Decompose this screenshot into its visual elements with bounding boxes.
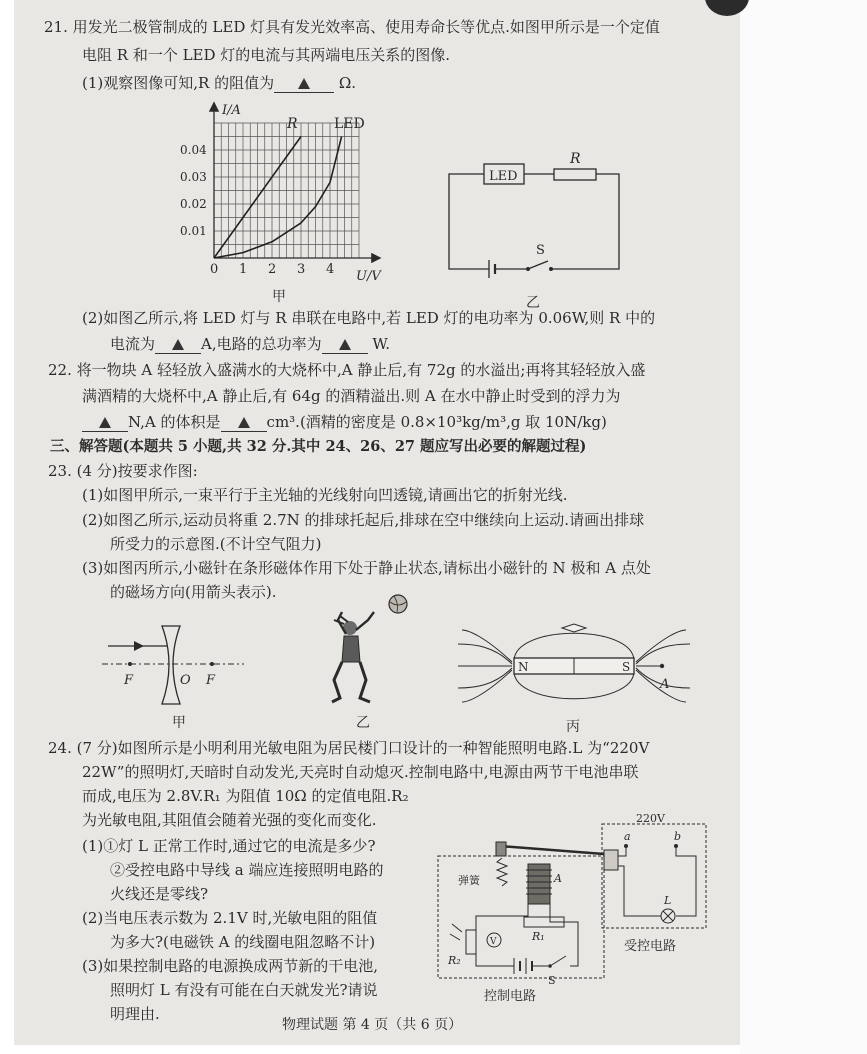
ray-arrow-icon	[134, 641, 144, 651]
q24-line3: 而成,电压为 2.8V.R₁ 为阻值 10Ω 的定值电阻.R₂	[82, 787, 409, 805]
triangle-marker-icon	[238, 417, 250, 428]
switch-s-label-control: S	[548, 974, 556, 987]
x-tick-label: 1	[239, 262, 248, 277]
q24-number: 24.	[48, 739, 72, 757]
optical-center-o: O	[180, 673, 191, 688]
photoresistor-r2	[466, 930, 476, 954]
field-line	[514, 633, 634, 661]
fig23-yi-caption: 乙	[356, 715, 370, 731]
q23-number: 23.	[48, 462, 72, 480]
q24-line4: 为光敏电阻,其阻值会随着光强的变化而变化.	[82, 811, 377, 829]
q24-s1-line3: 火线还是零线?	[110, 885, 209, 903]
magnet-s-label: S	[622, 660, 631, 674]
page-footer: 物理试题 第 4 页（共 6 页）	[282, 1017, 463, 1033]
q23-p3-line1: (3)如图丙所示,小磁针在条形磁体作用下处于静止状态,请标出小磁针的 N 极和 A 点处	[82, 559, 651, 577]
focus-f-left: F	[124, 673, 134, 688]
q24-s3-line1: (3)如果控制电路的电源换成两节新的干电池,	[82, 957, 379, 975]
x-tick-label: 0	[210, 262, 219, 277]
q22-line3-b: cm³.(酒精的密度是 0.8×10³kg/m³,g 取 10N/kg)	[266, 413, 607, 431]
q21-part2-line1: (2)如图乙所示,将 LED 灯与 R 串联在电路中,若 LED 灯的电功率为 0.06W,则 R 中的	[82, 309, 656, 327]
resistor-r-label: R	[570, 151, 581, 167]
led-label: LED	[489, 169, 518, 184]
q24-s3-line2: 照明灯 L 有没有可能在白天就发光?请说	[110, 981, 378, 999]
spring-icon	[497, 858, 507, 886]
switch-s-label: S	[536, 243, 545, 258]
q21-part2-c: W.	[372, 335, 390, 353]
concave-lens-figure	[94, 620, 254, 710]
q23-p2-line2: 所受力的示意图.(不计空气阻力)	[110, 535, 322, 553]
q21-part1-unit: Ω.	[338, 74, 357, 92]
q24-s2-line1: (2)当电压表示数为 2.1V 时,光敏电阻的阻值	[82, 909, 378, 927]
series-label-led: LED	[334, 116, 365, 132]
q23-p2-line1: (2)如图乙所示,运动员将重 2.7N 的排球托起后,排球在空中继续向上运动.请画出排球	[82, 511, 645, 529]
armature-bar	[500, 846, 604, 854]
bar-magnet-figure	[454, 616, 694, 716]
x-tick-label: 2	[268, 262, 277, 277]
q21-part1	[82, 74, 356, 93]
q23-p3-line2: 的磁场方向(用箭头表示).	[110, 583, 277, 601]
y-tick-label: 0.02	[180, 197, 207, 211]
answer-blank	[221, 413, 267, 432]
controlled-circuit-label: 受控电路	[624, 939, 677, 954]
volleyball-player-figure	[304, 590, 434, 715]
q24-s1-line2: ②受控电路中导线 a 端应连接照明电路的	[110, 861, 384, 879]
x-tick-label: 3	[297, 262, 306, 277]
circuit-yi	[434, 144, 634, 294]
q22-number: 22.	[48, 361, 72, 379]
switch-s	[528, 261, 548, 269]
q24-s3-line3: 明理由.	[110, 1005, 160, 1023]
q21-number: 21.	[44, 18, 68, 36]
voltmeter-v: V	[490, 937, 497, 947]
player-legs	[332, 662, 370, 702]
q23-intro-text: (4 分)按要求作图:	[76, 462, 198, 480]
q22-stem: 将一物块 A 轻轻放入盛满水的大烧杯中,A 静止后,有 72g 的水溢出;再将其轻轻放入盛	[76, 361, 646, 379]
q21-stem: 用发光二极管制成的 LED 灯具有发光效率高、使用寿命长等优点.如图甲所示是一个定值	[72, 18, 660, 36]
answer-blank	[274, 74, 334, 93]
q21-line2: 电阻 R 和一个 LED 灯的电流与其两端电压关系的图像.	[82, 46, 451, 64]
answer-blank	[82, 413, 128, 432]
q23-intro	[48, 462, 198, 480]
q24-line1	[48, 739, 649, 757]
control-circuit-label: 控制电路	[484, 989, 537, 1004]
point-a-dot	[660, 664, 664, 668]
x-tick-label: 4	[326, 262, 335, 277]
q24-s2-line2: 为多大?(电磁铁 A 的线圈电阻忽略不计)	[110, 933, 376, 951]
triangle-marker-icon	[172, 339, 184, 350]
answer-blank	[155, 335, 201, 354]
relay-contacts	[604, 850, 618, 870]
q21-part2-b: A,电路的总功率为	[201, 335, 322, 353]
terminal-a-label: a	[624, 830, 631, 843]
field-line	[514, 671, 634, 699]
y-tick-label: 0.04	[180, 143, 207, 157]
voltage-label: 220V	[636, 812, 665, 825]
y-axis-label: I/A	[222, 103, 241, 118]
smart-lighting-circuit	[428, 806, 718, 1012]
q22-line1	[48, 361, 645, 379]
q23-p1: (1)如图甲所示,一束平行于主光轴的光线射向凹透镜,请画出它的折射光线.	[82, 486, 568, 504]
player-torso	[342, 636, 360, 662]
terminal-b-label: b	[674, 830, 682, 843]
controlled-circuit-box	[602, 824, 706, 928]
q21-part1-text: (1)观察图像可知,R 的阻值为	[82, 74, 275, 92]
x-axis-label: U/V	[356, 269, 381, 284]
fig23-jia-caption: 甲	[172, 715, 186, 731]
spring-label: 弹簧	[458, 874, 480, 887]
tick-labels	[180, 143, 334, 277]
q21-part2-a: 电流为	[110, 335, 156, 353]
small-compass-needle	[562, 624, 586, 632]
chart-grid	[214, 123, 359, 258]
resistor-r	[554, 169, 596, 180]
q22-line2: 满酒精的大烧杯中,A 静止后,有 64g 的酒精溢出.则 A 在水中静止时受到的浮力为	[82, 387, 621, 405]
switch-s-control	[550, 956, 566, 966]
q24-line2: 22W”的照明灯,天暗时自动发光,天亮时自动熄灭.控制电路中,电源由两节干电池串联	[82, 763, 639, 781]
electromagnet-a-label: A	[554, 872, 562, 885]
page-margin	[740, 0, 867, 1054]
fig-yi-caption: 乙	[526, 295, 540, 311]
answer-blank	[322, 335, 368, 354]
q21-line1	[44, 18, 660, 36]
y-tick-label: 0.03	[180, 170, 207, 184]
exam-paper	[14, 0, 740, 1045]
point-a-label: A	[660, 677, 670, 692]
q21-part2-line2	[110, 335, 390, 354]
volleyball-icon	[389, 595, 407, 613]
light-arrows-icon	[450, 924, 462, 940]
fig23-bing-caption: 丙	[566, 719, 580, 735]
triangle-marker-icon	[298, 78, 310, 89]
series-label-r: R	[287, 116, 298, 132]
photoresistor-r2-label: R₂	[448, 954, 461, 967]
fig-jia-caption: 甲	[272, 289, 286, 305]
magnet-n-label: N	[518, 660, 529, 674]
concave-lens	[162, 626, 180, 704]
y-tick-label: 0.01	[180, 224, 207, 238]
q22-line3-a: N,A 的体积是	[128, 413, 221, 431]
q24-s1-line1: (1)①灯 L 正常工作时,通过它的电流是多少?	[82, 837, 376, 855]
q22-line3	[82, 413, 607, 432]
lamp-l-label: L	[664, 894, 672, 907]
focus-f-right: F	[206, 673, 216, 688]
section3-heading: 三、解答题(本题共 5 小题,共 32 分.其中 24、26、27 题应写出必要的解题过程)	[50, 438, 587, 455]
triangle-marker-icon	[99, 417, 111, 428]
resistor-r1-label: R₁	[532, 930, 545, 943]
q24-stem: (7 分)如图所示是小明利用光敏电阻为居民楼门口设计的一种智能照明电路.L 为“220V	[76, 739, 650, 757]
triangle-marker-icon	[339, 339, 351, 350]
iu-graph-jia	[174, 94, 394, 294]
